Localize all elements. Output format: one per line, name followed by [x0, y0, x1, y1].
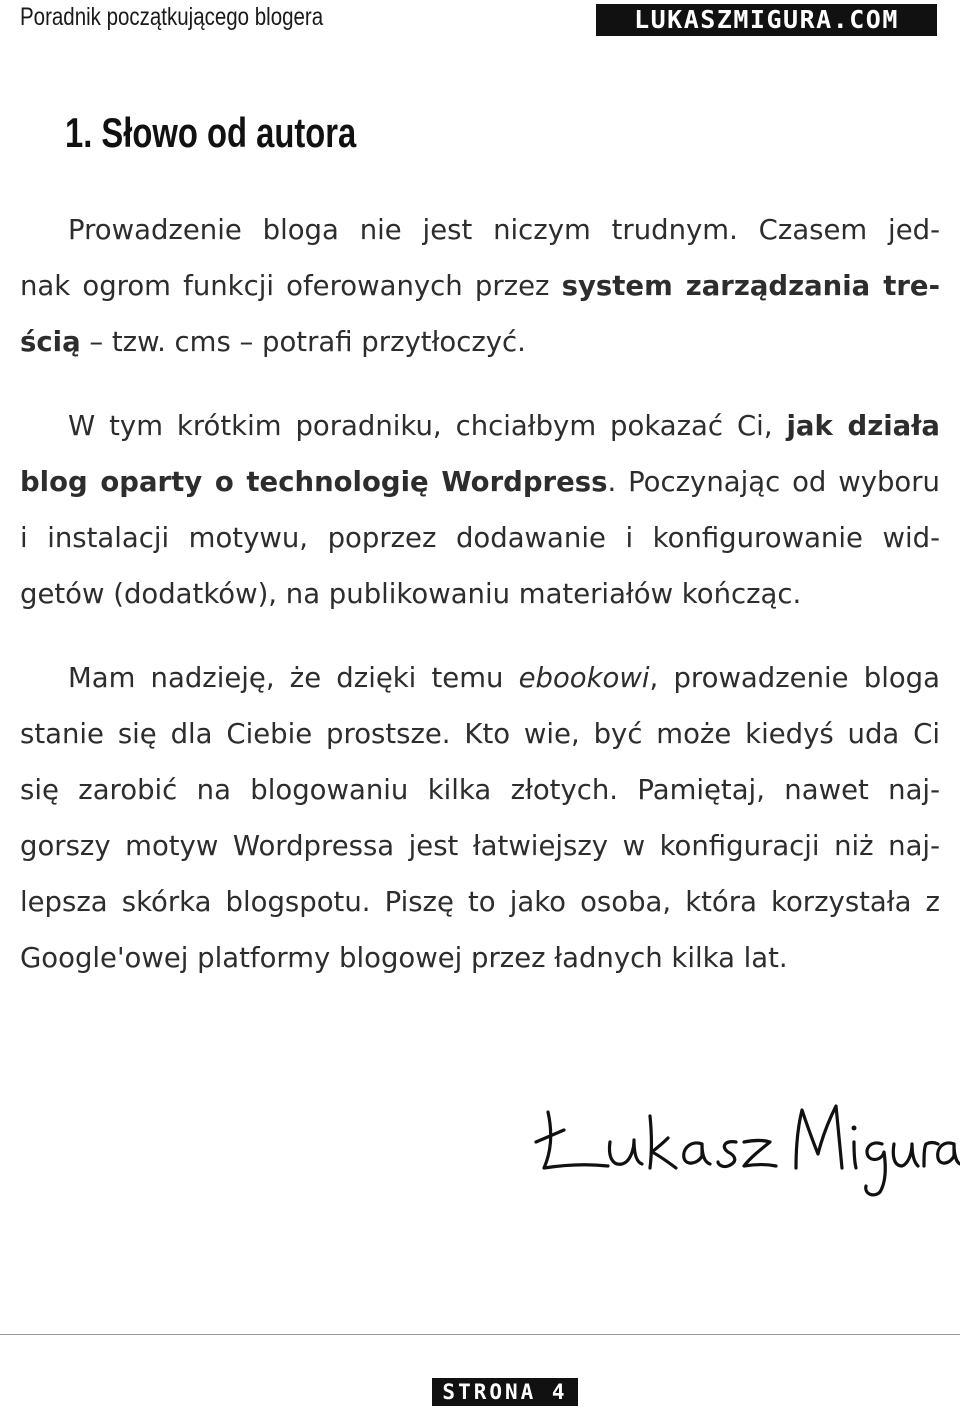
site-logo: LUKASZMIGURA.COM — [596, 4, 937, 36]
text-line: nak ogrom funkcji oferowanych przez system zarządzania tre- — [20, 270, 940, 302]
text-line: i instalacji motywu, poprzez dodawanie i konfigurowanie wid- — [20, 522, 940, 554]
text-line: ścią – tzw. cms – potrafi przytłoczyć. — [20, 326, 526, 358]
text-line: Mam nadzieję, że dzięki temu ebookowi, prowadzenie bloga — [68, 662, 940, 694]
chapter-title: 1. Słowo od autora — [65, 109, 357, 156]
text-line: lepsza skórka blogspotu. Piszę to jako osoba, która korzystała z — [20, 886, 940, 918]
footer-divider — [0, 1334, 960, 1335]
author-signature — [530, 1090, 960, 1200]
text-line: Google'owej platformy blogowej przez ładnych kilka lat. — [20, 942, 788, 974]
text-line: się zarobić na blogowaniu kilka złotych. Pamiętaj, nawet naj- — [20, 774, 940, 806]
text-line: gorszy motyw Wordpressa jest łatwiejszy w konfiguracji niż naj- — [20, 830, 940, 862]
text-line: Prowadzenie bloga nie jest niczym trudnym. Czasem jed- — [68, 214, 940, 246]
header-title: Poradnik początkującego blogera — [20, 3, 324, 31]
text-line: getów (dodatków), na publikowaniu materiałów kończąc. — [20, 578, 802, 610]
text-line: stanie się dla Ciebie prostsze. Kto wie, być może kiedyś uda Ci — [20, 718, 940, 750]
text-line: W tym krótkim poradniku, chciałbym pokazać Ci, jak działa — [68, 410, 940, 442]
page-number-label: STRONA 4 — [432, 1378, 578, 1406]
text-line: blog oparty o technologię Wordpress. Poczynając od wyboru — [20, 466, 940, 498]
